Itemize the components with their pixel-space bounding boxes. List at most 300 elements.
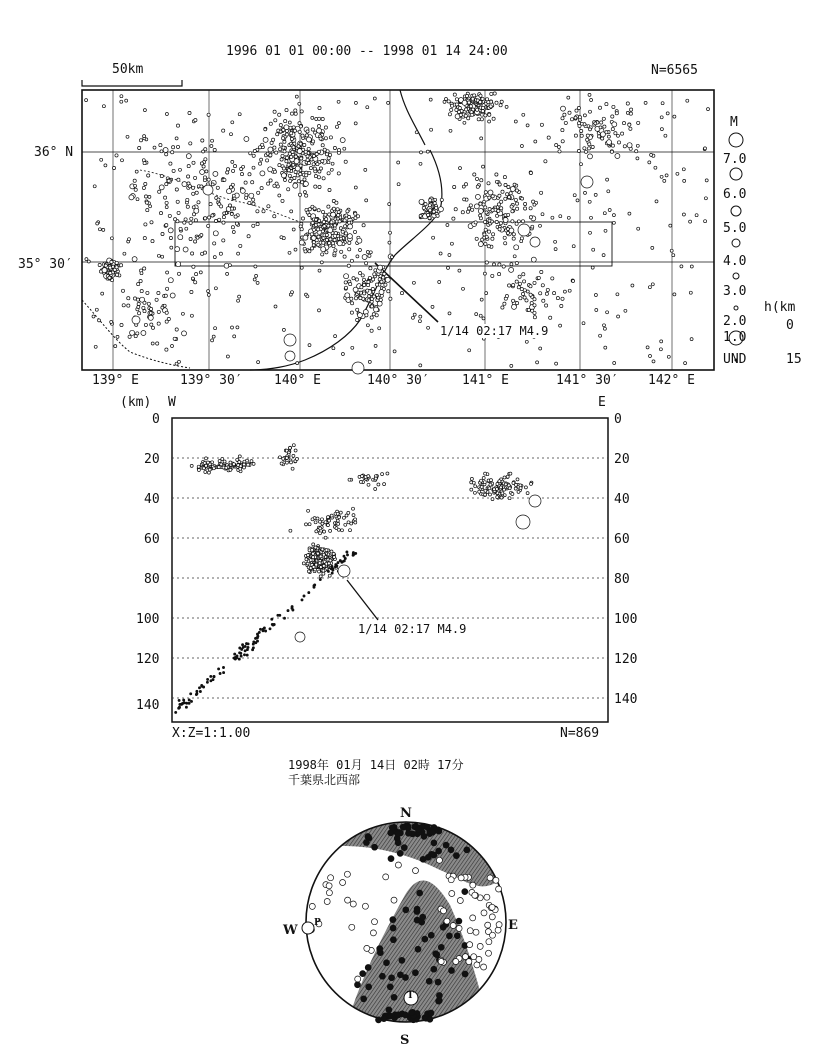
map-epicenter	[194, 240, 197, 243]
map-epicenter	[164, 196, 167, 199]
map-epicenter	[317, 209, 320, 212]
map-epicenter	[186, 198, 189, 201]
section-hypocenter	[186, 702, 188, 704]
map-epicenter	[335, 201, 338, 204]
section-hypocenter	[190, 700, 192, 702]
map-epicenter	[230, 133, 233, 136]
map-epicenter	[536, 361, 539, 364]
map-epicenter	[461, 211, 464, 214]
map-epicenter	[303, 143, 306, 146]
map-epicenter	[532, 200, 535, 203]
map-epicenter	[255, 274, 258, 277]
dilatation-polarity	[485, 922, 491, 928]
section-hypocenter	[322, 564, 325, 567]
map-epicenter	[304, 150, 307, 153]
map-epicenter	[597, 135, 600, 138]
map-epicenter	[385, 277, 390, 282]
map-epicenter	[109, 266, 112, 269]
map-epicenter	[136, 198, 139, 201]
map-epicenter	[567, 96, 570, 99]
map-epicenter	[464, 114, 467, 117]
map-epicenter	[109, 272, 112, 275]
map-epicenter	[630, 108, 633, 111]
map-epicenter	[178, 235, 183, 240]
map-epicenter	[474, 204, 479, 209]
section-hypocenter	[337, 528, 340, 531]
dilatation-polarity	[487, 875, 493, 881]
map-epicenter	[372, 278, 375, 281]
map-epicenter	[453, 93, 456, 96]
map-epicenter	[636, 144, 639, 147]
mag-legend-5: 5.0	[723, 221, 747, 236]
map-epicenter	[541, 213, 544, 216]
map-epicenter	[151, 240, 154, 243]
map-epicenter	[636, 157, 639, 160]
map-epicenter	[546, 288, 549, 291]
section-hypocenter	[206, 681, 208, 683]
map-epicenter	[290, 155, 293, 158]
map-epicenter	[365, 199, 368, 202]
map-epicenter	[495, 180, 498, 183]
map-epicenter	[202, 150, 205, 153]
mag-legend-und: UND	[723, 352, 747, 367]
map-epicenter	[289, 126, 292, 129]
map-epicenter	[488, 196, 491, 199]
map-epicenter	[523, 280, 526, 283]
map-epicenter	[188, 111, 191, 114]
map-epicenter	[440, 198, 443, 201]
map-epicenter	[322, 177, 325, 180]
map-epicenter	[388, 203, 391, 206]
section-hypocenter	[265, 630, 267, 632]
map-epicenter	[332, 347, 335, 350]
section-hypocenter	[316, 552, 319, 555]
section-hypocenter	[295, 458, 298, 461]
section-hypocenter	[271, 618, 273, 620]
map-epicenter	[273, 110, 276, 113]
map-epicenter	[283, 150, 286, 153]
map-epicenter	[95, 308, 98, 311]
compression-polarity	[381, 1016, 387, 1022]
map-epicenter	[115, 261, 118, 264]
map-epicenter	[274, 119, 277, 122]
map-epicenter	[521, 197, 524, 200]
map-epicenter	[102, 105, 105, 108]
section-hypocenter	[367, 483, 370, 486]
map-epicenter	[572, 245, 575, 248]
map-epicenter	[238, 113, 241, 116]
section-hypocenter	[188, 699, 190, 701]
lon-label-13930: 139° 30′	[180, 373, 243, 388]
section-hypocenter	[206, 461, 209, 464]
map-epicenter	[229, 186, 232, 189]
dilatation-polarity	[340, 880, 346, 886]
map-epicenter	[231, 160, 234, 163]
section-hypocenter	[204, 471, 207, 474]
map-epicenter	[498, 263, 501, 266]
compression-polarity	[426, 978, 432, 984]
map-epicenter	[144, 323, 147, 326]
map-epicenter	[115, 273, 118, 276]
map-epicenter	[520, 145, 523, 148]
map-epicenter	[280, 158, 283, 161]
map-epicenter	[203, 176, 206, 179]
map-epicenter	[292, 126, 295, 129]
section-hypocenter	[183, 702, 185, 704]
map-epicenter	[488, 219, 491, 222]
section-hypocenter	[342, 516, 345, 519]
map-epicenter	[213, 171, 218, 176]
depth-tick-left-140: 140	[136, 698, 160, 713]
map-epicenter	[233, 165, 236, 168]
section-ratio: X:Z=1:1.00	[172, 726, 251, 741]
section-hypocenter	[252, 462, 255, 465]
section-hypocenter	[305, 523, 308, 526]
map-epicenter	[309, 167, 312, 170]
map-epicenter	[114, 345, 117, 348]
map-epicenter	[275, 151, 278, 154]
dilatation-polarity	[349, 924, 355, 930]
section-hypocenter	[198, 687, 200, 689]
map-epicenter	[526, 124, 529, 127]
compression-polarity	[420, 914, 426, 920]
section-hypocenter	[223, 672, 225, 674]
map-epicenter	[290, 210, 293, 213]
section-hypocenter	[511, 493, 514, 496]
map-epicenter	[177, 272, 180, 275]
map-scale-label: 50km	[112, 62, 144, 77]
section-hypocenter	[329, 529, 332, 532]
map-epicenter	[96, 222, 99, 225]
section-hypocenter	[271, 623, 273, 625]
map-epicenter	[505, 105, 508, 108]
map-epicenter	[240, 188, 245, 193]
map-epicenter	[480, 298, 483, 301]
map-epicenter	[269, 122, 272, 125]
section-hypocenter	[252, 643, 254, 645]
section-hypocenter	[489, 493, 492, 496]
map-epicenter	[323, 148, 326, 151]
map-epicenter	[572, 280, 575, 283]
section-hypocenter	[339, 511, 342, 514]
map-epicenter	[344, 274, 349, 279]
section-hypocenter	[314, 546, 317, 549]
map-epicenter	[419, 315, 422, 318]
map-epicenter	[285, 156, 288, 159]
map-epicenter	[321, 210, 324, 213]
section-hypocenter	[311, 518, 314, 521]
map-epicenter	[419, 214, 422, 217]
map-epicenter	[343, 255, 346, 258]
map-epicenter	[317, 125, 320, 128]
map-epicenter	[511, 210, 514, 213]
section-hypocenter	[197, 469, 200, 472]
map-epicenter	[522, 273, 525, 276]
map-epicenter	[207, 178, 210, 181]
depth-section	[172, 418, 608, 722]
map-epicenter	[540, 191, 543, 194]
map-epicenter	[475, 177, 478, 180]
map-epicenter	[282, 328, 285, 331]
map-epicenter	[475, 237, 478, 240]
map-epicenter	[495, 101, 498, 104]
map-epicenter	[517, 220, 520, 223]
map-epicenter	[570, 118, 573, 121]
map-epicenter	[303, 181, 308, 186]
map-epicenter	[252, 224, 255, 227]
map-epicenter	[322, 220, 325, 223]
map-epicenter	[359, 297, 362, 300]
section-hypocenter	[301, 599, 303, 601]
p-axis-marker	[302, 922, 314, 934]
map-epicenter	[200, 185, 203, 188]
section-hypocenter	[246, 654, 248, 656]
section-hypocenter	[243, 654, 245, 656]
map-epicenter	[171, 151, 174, 154]
map-epicenter	[498, 228, 501, 231]
map-epicenter	[607, 140, 612, 145]
map-epicenter	[256, 210, 259, 213]
map-epicenter	[462, 287, 465, 290]
mag-legend-7: 7.0	[723, 152, 747, 167]
map-epicenter	[606, 311, 609, 314]
depth-tick-left-20: 20	[144, 452, 160, 467]
section-hypocenter	[503, 488, 506, 491]
map-epicenter	[242, 165, 245, 168]
section-hypocenter	[291, 467, 294, 470]
section-hypocenter	[470, 488, 473, 491]
map-epicenter	[375, 283, 378, 286]
map-epicenter	[190, 217, 193, 220]
map-epicenter	[226, 171, 229, 174]
map-epicenter	[291, 150, 294, 153]
section-hypocenter	[480, 479, 483, 482]
map-epicenter	[583, 114, 586, 117]
compression-polarity	[386, 1007, 392, 1013]
map-epicenter	[332, 207, 335, 210]
dilatation-polarity	[481, 964, 487, 970]
map-epicenter	[303, 178, 306, 181]
map-epicenter	[304, 250, 307, 253]
map-epicenter	[298, 102, 301, 105]
section-hypocenter	[315, 530, 318, 533]
map-large-event	[285, 351, 295, 361]
map-epicenter	[506, 228, 509, 231]
section-hypocenter	[222, 666, 224, 668]
map-epicenter	[367, 284, 370, 287]
map-epicenter	[615, 112, 618, 115]
map-epicenter	[108, 276, 111, 279]
map-epicenter	[159, 212, 162, 215]
map-epicenter	[673, 293, 676, 296]
map-epicenter	[455, 108, 458, 111]
map-epicenter	[555, 362, 558, 365]
map-epicenter	[556, 297, 559, 300]
map-epicenter	[240, 173, 243, 176]
map-epicenter	[112, 166, 115, 169]
map-epicenter	[143, 267, 146, 270]
map-epicenter	[360, 286, 363, 289]
map-epicenter	[436, 214, 439, 217]
map-epicenter	[194, 119, 197, 122]
map-epicenter	[280, 236, 283, 239]
map-epicenter	[147, 174, 150, 177]
dilatation-polarity	[467, 928, 473, 934]
dilatation-polarity	[444, 918, 450, 924]
map-epicenter	[584, 191, 587, 194]
map-epicenter	[603, 324, 606, 327]
map-epicenter	[438, 281, 441, 284]
map-large-event	[203, 185, 213, 195]
map-epicenter	[321, 247, 326, 252]
dilatation-polarity	[448, 877, 454, 883]
section-hypocenter	[316, 517, 319, 520]
map-epicenter	[607, 190, 610, 193]
map-epicenter	[529, 216, 532, 219]
section-hypocenter	[254, 637, 256, 639]
section-hypocenter	[352, 514, 355, 517]
section-hypocenter	[218, 668, 220, 670]
map-epicenter	[413, 313, 416, 316]
map-epicenter	[660, 340, 663, 343]
map-epicenter	[249, 193, 254, 198]
compression-polarity	[377, 946, 383, 952]
map-epicenter	[278, 164, 281, 167]
map-epicenter	[400, 292, 403, 295]
map-epicenter	[591, 145, 594, 148]
map-large-event	[352, 362, 364, 374]
section-hypocenter	[354, 521, 357, 524]
compression-polarity	[389, 825, 395, 831]
mechanism-west: W	[283, 923, 298, 938]
dilatation-polarity	[472, 892, 478, 898]
map-epicenter	[670, 249, 673, 252]
map-epicenter	[583, 147, 586, 150]
map-epicenter	[292, 146, 295, 149]
map-epicenter	[258, 146, 261, 149]
compression-polarity	[361, 996, 367, 1002]
map-epicenter	[689, 220, 692, 223]
map-epicenter	[151, 342, 154, 345]
map-epicenter	[603, 212, 606, 215]
map-epicenter	[366, 251, 369, 254]
section-hypocenter	[309, 559, 312, 562]
map-epicenter	[194, 219, 197, 222]
map-epicenter	[448, 113, 451, 116]
depth-legend-15: 15	[786, 352, 802, 367]
map-epicenter	[290, 112, 293, 115]
section-hypocenter	[175, 711, 177, 713]
map-epicenter	[429, 98, 432, 101]
map-epicenter	[165, 224, 168, 227]
map-epicenter	[313, 167, 316, 170]
map-epicenter	[515, 262, 518, 265]
section-hypocenter	[493, 488, 496, 491]
map-epicenter	[484, 114, 487, 117]
map-epicenter	[559, 324, 562, 327]
map-epicenter	[207, 113, 210, 116]
map-epicenter	[211, 183, 214, 186]
depth-tick-left-100: 100	[136, 612, 160, 627]
map-epicenter	[612, 105, 615, 108]
section-hypocenter	[291, 607, 293, 609]
map-epicenter	[518, 275, 521, 278]
compression-polarity	[401, 845, 407, 851]
map-epicenter	[704, 197, 707, 200]
map-epicenter	[116, 335, 119, 338]
section-hypocenter	[309, 567, 312, 570]
map-epicenter	[102, 268, 107, 273]
map-epicenter	[189, 237, 192, 240]
compression-polarity	[399, 957, 405, 963]
section-hypocenter	[234, 653, 236, 655]
map-epicenter	[499, 222, 502, 225]
map-epicenter	[495, 220, 498, 223]
map-epicenter	[166, 287, 169, 290]
map-epicenter	[607, 135, 610, 138]
map-epicenter	[354, 122, 357, 125]
section-hypocenter	[218, 460, 221, 463]
section-hypocenter	[303, 595, 305, 597]
map-epicenter	[621, 132, 624, 135]
mag-legend-6: 6.0	[723, 187, 747, 202]
section-hypocenter	[217, 466, 220, 469]
map-epicenter	[654, 166, 657, 169]
section-hypocenter	[289, 446, 292, 449]
map-epicenter	[370, 305, 373, 308]
map-epicenter	[300, 157, 303, 160]
compression-polarity	[428, 932, 434, 938]
map-epicenter	[616, 293, 619, 296]
map-epicenter	[544, 160, 547, 163]
map-epicenter	[705, 179, 708, 182]
mag-legend-4: 4.0	[723, 254, 747, 269]
map-epicenter	[582, 322, 585, 325]
section-hypocenter	[287, 610, 289, 612]
compression-polarity	[395, 831, 401, 837]
mag-circle-7	[729, 133, 743, 147]
section-hypocenter	[240, 652, 242, 654]
map-epicenter	[148, 315, 153, 320]
section-hypocenter	[220, 463, 223, 466]
map-epicenter	[327, 172, 330, 175]
map-epicenter	[600, 121, 603, 124]
map-epicenter	[219, 252, 222, 255]
map-epicenter	[252, 202, 255, 205]
map-epicenter	[234, 215, 237, 218]
map-epicenter	[231, 207, 234, 210]
map-epicenter	[355, 278, 358, 281]
map-epicenter	[115, 266, 118, 269]
map-epicenter	[614, 132, 617, 135]
section-hypocenter	[278, 456, 281, 459]
map-epicenter	[334, 249, 337, 252]
section-hypocenter	[307, 509, 310, 512]
map-epicenter	[649, 355, 652, 358]
map-epicenter	[191, 252, 194, 255]
map-epicenter	[267, 205, 270, 208]
map-epicenter	[478, 209, 483, 214]
section-hypocenter	[336, 565, 338, 567]
compression-polarity	[446, 933, 452, 939]
map-epicenter	[174, 218, 177, 221]
map-epicenter	[393, 350, 396, 353]
mag-legend-title: M	[730, 115, 738, 130]
map-epicenter	[347, 234, 352, 239]
map-epicenter	[213, 231, 218, 236]
section-hypocenter	[221, 458, 224, 461]
compression-polarity	[372, 844, 378, 850]
